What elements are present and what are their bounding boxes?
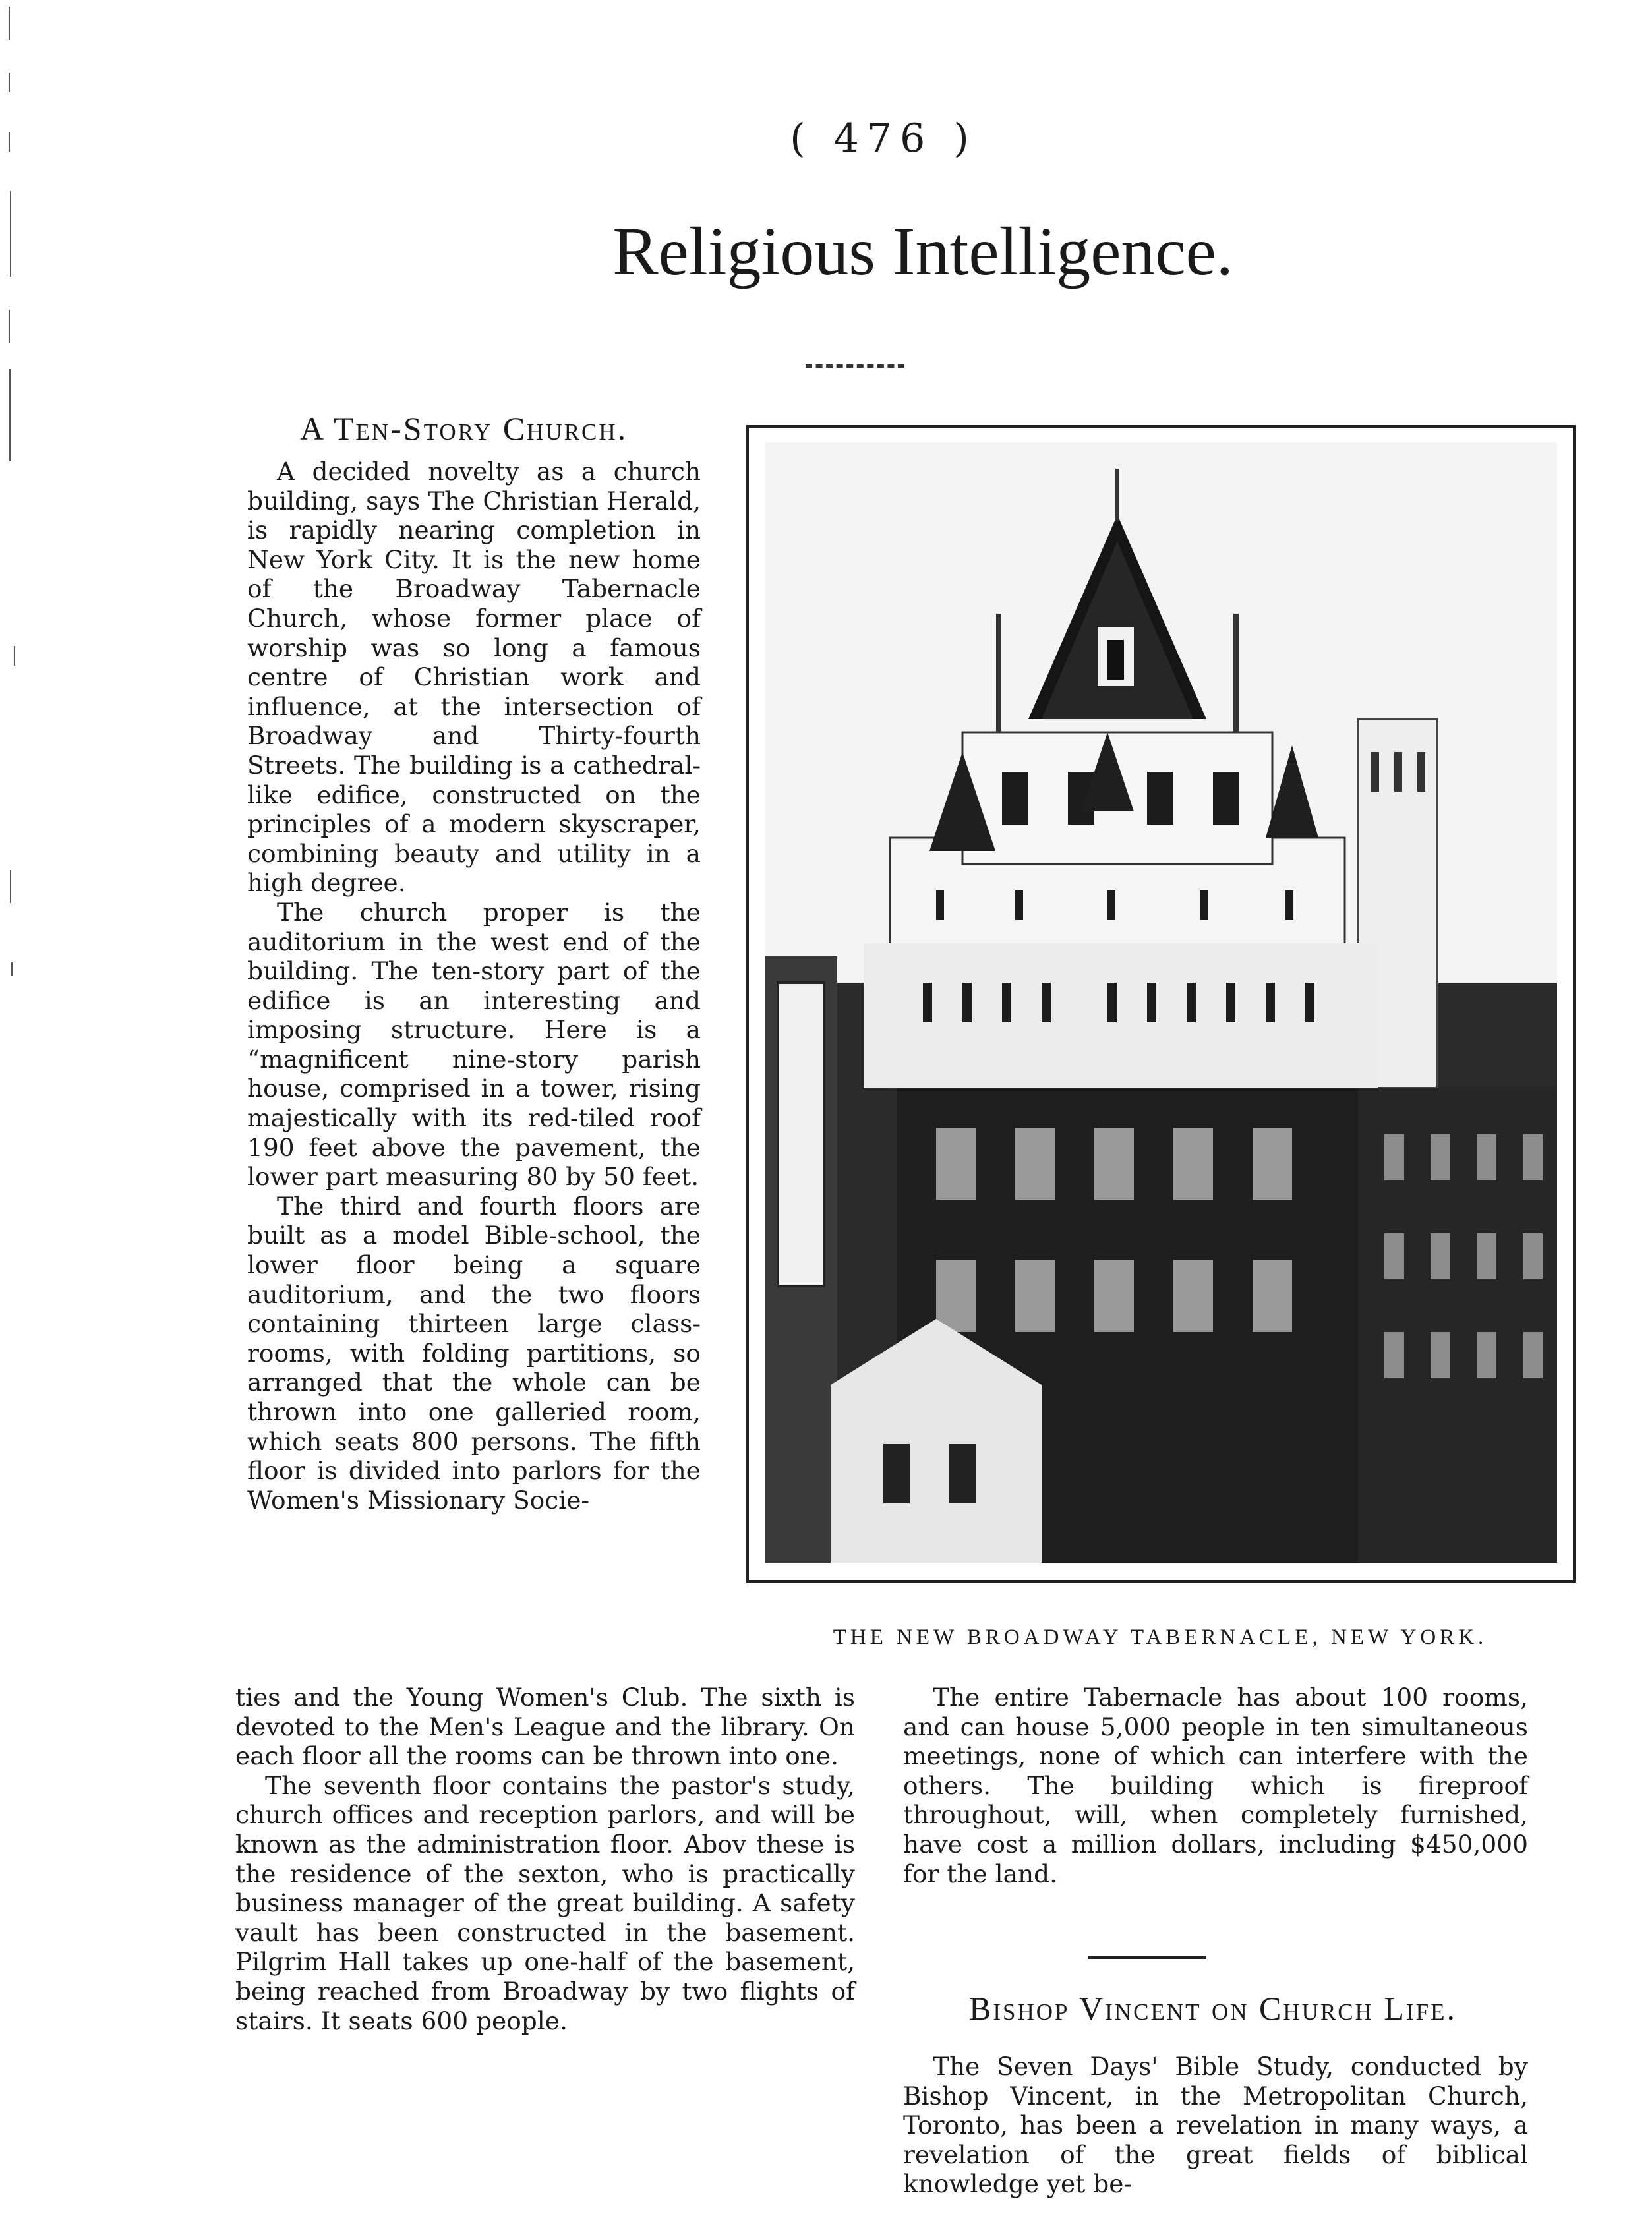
photo-frame [746, 425, 1576, 1583]
paragraph: The seventh floor contains the pastor's study, church offices and reception parlors, and will be known as the administration floor. Abov these is the residence of the sexton, who is practically business manager of the great building. A safety vault has been constructed in the basement. Pilgrim Hall takes up one-half of the basement, being reached from Broadway by two flights of stairs. It seats 600 people. [235, 1770, 855, 2035]
article-heading-bishop-vincent: Bishop Vincent on Church Life. [969, 1990, 1457, 2027]
article-right-column [903, 1683, 1528, 1888]
article-heading-ten-story-church: A Ten-Story Church. [300, 410, 628, 447]
article-lower-left-column [235, 1683, 855, 2035]
photo-caption: THE NEW BROADWAY TABERNACLE, NEW YORK. [833, 1625, 1488, 1649]
article2-column [903, 2052, 1528, 2199]
paragraph: A decided novelty as a church building, says The Christian Herald, is rapidly nearing completion in New York City. It is the new home of the Broadway Tabernacle Church, whose former place of worship was so long a famous centre of Christian work and influence, at the intersection of Broadway and Thirty-fourth Streets. The building is a cathedral-like edifice, constructed on the principles of a modern skyscraper, combining beauty and utility in a high degree. [247, 457, 701, 898]
paragraph: ties and the Young Women's Club. The sixth is devoted to the Men's League and the library. On each floor all the rooms can be thrown into one. [235, 1683, 855, 1771]
page-number: ( 476 ) [790, 115, 977, 161]
article-left-column [247, 457, 701, 1515]
paragraph: The third and fourth floors are built as a model Bible-school, the lower floor being a square auditorium, and the two floors containing thirteen large class-rooms, with folding partitions, so arranged that the whole can be thrown into one galleried room, which seats 800 persons. The fifth floor is divided into parlors for the Women's Missionary Socie- [247, 1191, 701, 1515]
paragraph: The entire Tabernacle has about 100 rooms, and can house 5,000 people in ten simultaneous meetings, none of which can interfere with the others. The building which is fireproof throughout, will, when completely furnished, have cost a million dollars, including $450,000 for the land. [903, 1683, 1528, 1888]
tabernacle-photo [765, 442, 1557, 1563]
title-divider [806, 364, 904, 368]
paragraph: The Seven Days' Bible Study, conducted by Bishop Vincent, in the Metropolitan Church, Toronto, has been a revelation in many ways, a revelation of the great fields of biblical knowledge yet be- [903, 2052, 1528, 2199]
scan-margin-marks [0, 0, 26, 1121]
section-divider [1088, 1956, 1206, 1959]
paragraph: The church proper is the auditorium in the west end of the building. The ten-story part of the edifice is an interesting and imposing structure. Here is a “magnificent nine-story parish house, comprised in a tower, rising majestically with its red-tiled roof 190 feet above the pavement, the lower part measuring 80 by 50 feet. [247, 897, 701, 1192]
page-title: Religious Intelligence. [612, 214, 1233, 289]
